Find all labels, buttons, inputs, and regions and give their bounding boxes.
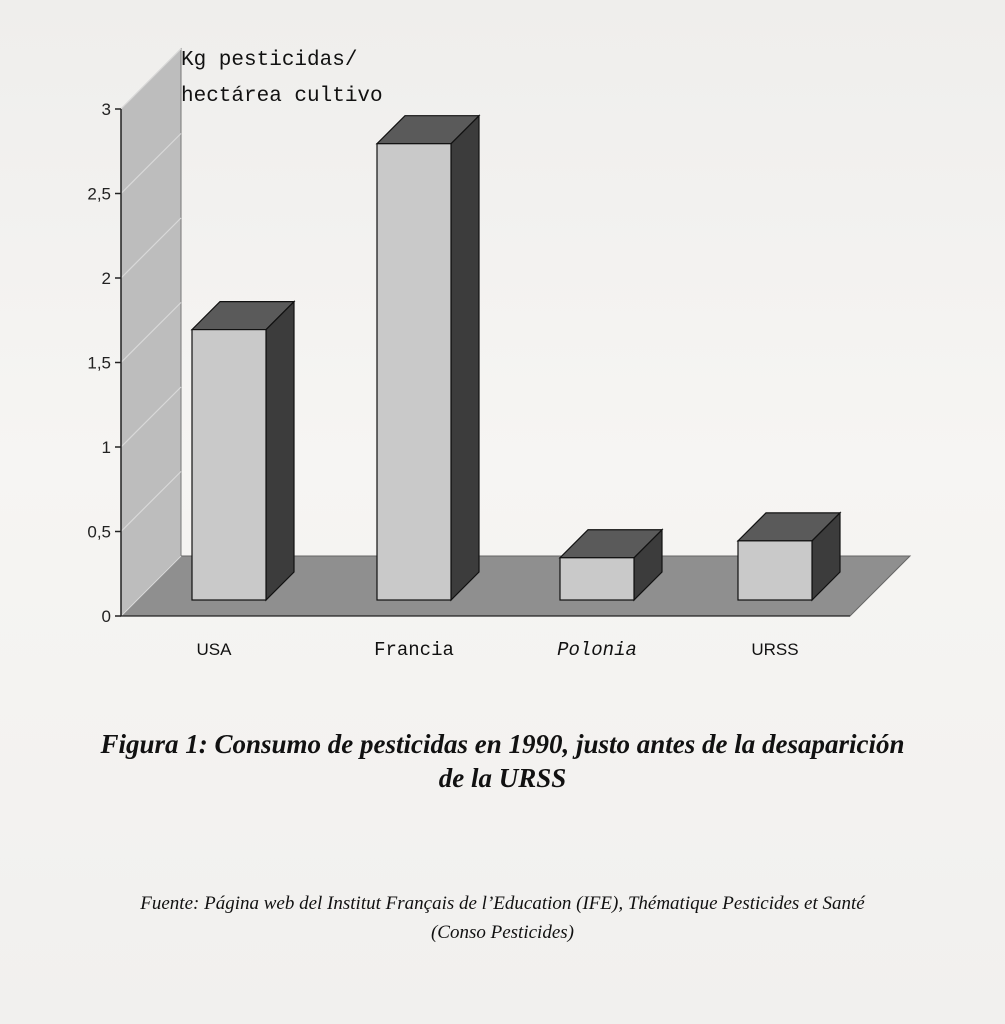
bar-front-face (377, 144, 451, 600)
source-line-2: (Conso Pesticides) (430, 922, 574, 943)
bars (192, 116, 840, 600)
category-labels (197, 639, 799, 661)
y-tick-label: 3 (101, 100, 111, 119)
bar (377, 116, 479, 600)
category-label: USA (196, 640, 232, 659)
figure-caption (30, 727, 975, 795)
y-tick-label: 2,5 (87, 184, 111, 204)
category-label: Polonia (557, 639, 637, 661)
y-axis-label-line-1: Kg pesticidas/ (181, 49, 358, 72)
y-tick-label: 1,5 (87, 353, 111, 373)
category-label: Francia (374, 639, 454, 661)
bar-front-face (738, 541, 812, 600)
caption-line-2: de la URSS (438, 763, 567, 793)
y-tick-label: 2 (101, 269, 111, 288)
bar-front-face (192, 330, 266, 600)
category-label: URSS (751, 640, 799, 659)
bar-side-face (266, 302, 294, 600)
caption-line-1: Figura 1: Consumo de pesticidas en 1990, justo antes de la desaparición (100, 729, 905, 759)
bar (192, 302, 294, 600)
y-tick-label: 0 (101, 607, 111, 626)
y-tick-label: 1 (101, 438, 111, 457)
y-tick-label: 0,5 (87, 522, 111, 542)
bar-front-face (560, 558, 634, 600)
bar (738, 513, 840, 600)
figure-source (40, 889, 965, 947)
bar-side-face (451, 116, 479, 600)
y-axis-label-line-2: hectárea cultivo (181, 85, 383, 108)
source-line-1: Fuente: Página web del Institut Français de l’Education (IFE), Thématique Pesticides et Santé (140, 893, 865, 914)
